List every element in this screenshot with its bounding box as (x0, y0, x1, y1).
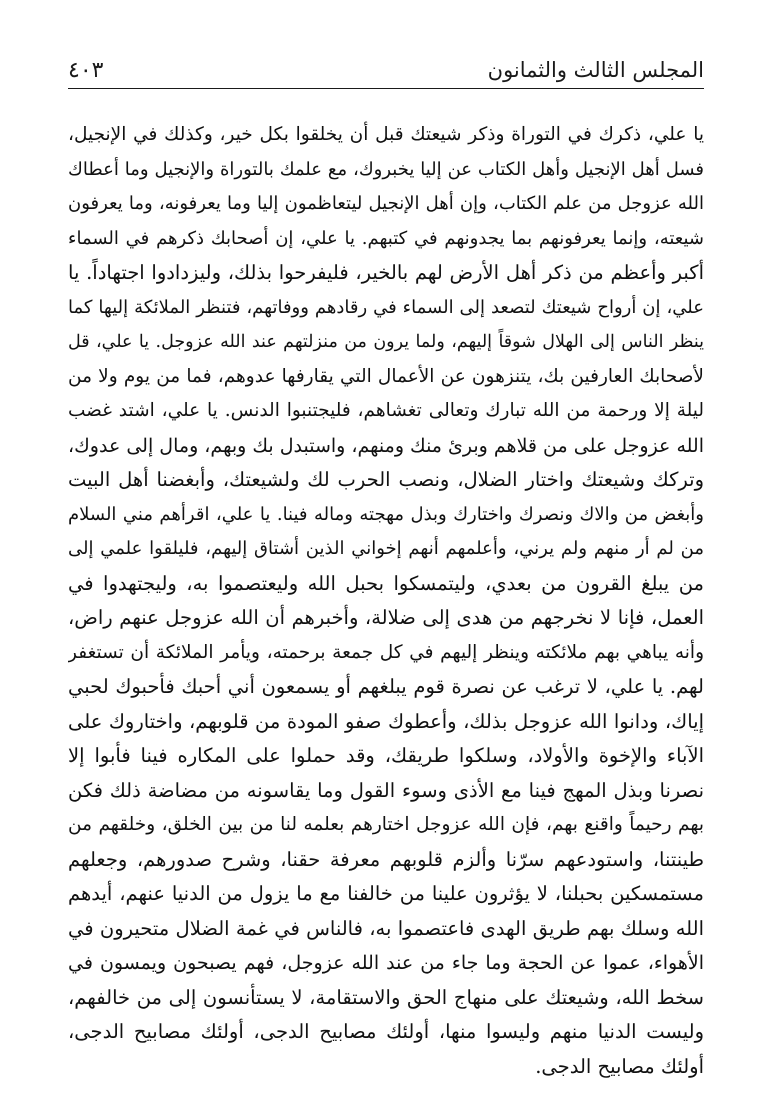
text-line: وتركك وشيعتك واختار الضلال، ونصب الحرب لك ولشيعتك، وأبغضنا أهل البيت (68, 468, 704, 491)
text-line: سخط الله، وشيعتك على منهاج الحق والاستقامة، لا يستأنسون إلى من خالفهم، (68, 985, 704, 1009)
text-line: الله عزوجل من علم الكتاب، وإن أهل الإنجيل ليتعاظمون إليا وما يعرفونه، وما يعرفون (68, 193, 704, 214)
text-line: علي، إن أرواح شيعتك لتصعد إلى السماء في رقادهم ووفاتهم، فتنظر الملائكة إليها كما (68, 296, 704, 318)
header-rule (68, 88, 704, 89)
text-line: إياك، ودانوا الله عزوجل بذلك، وأعطوك صفو المودة من قلوبهم، واختاروك على (68, 709, 704, 733)
text-line: ليلة إلا ورحمة من الله تبارك وتعالى تغشاهم، فليجتنبوا الدنس. يا علي، اشتد غضب (68, 400, 704, 421)
text-line: الآباء والإخوة والأولاد، وسلكوا طريقك، وقد حملوا على المكاره فينا فأبوا إلا (68, 744, 704, 767)
page-header (68, 52, 704, 88)
text-line: ينظر الناس إلى الهلال شوقاً إليهم، ولما يرون من منزلتهم عند الله عزوجل. يا علي، قل (68, 332, 704, 352)
text-line: شيعته، وإنما يعرفونهم بما يجدونهم في كتبهم. يا علي، إن أصحابك ذكرهم في السماء (68, 227, 704, 249)
text-line: وأنه يباهي بهم ملائكته وينظر إليهم في كل جمعة برحمته، ويأمر الملائكة أن تستغفر (68, 641, 704, 663)
text-line: وأبغض من والاك ونصرك واختارك وبذل مهجته وماله فينا. يا علي، اقرأهم مني السلام (68, 503, 704, 525)
text-line: يا علي، ذكرك في التوراة وذكر شيعتك قبل أن يخلقوا بكل خير، وكذلك في الإنجيل، (68, 124, 704, 145)
text-line: لأصحابك العارفين بك، يتنزهون عن الأعمال التي يقارفها عدوهم، فما من يوم ولا من (68, 365, 704, 387)
text-line: لهم. يا علي، لا ترغب عن نصرة قوم يبلغهم أو يسمعون أني أحبك فأحبوك لحبي (68, 675, 704, 698)
text-line: بهم رحيماً واقنع بهم، فإن الله عزوجل اختارهم بعلمه لنا من بين الخلق، وخلقهم من (68, 814, 704, 835)
text-line: الله عزوجل على من قلاهم وبرئ منك ومنهم، واستبدل بك وبهم، ومال إلى عدوك، (68, 434, 704, 457)
page-number: ٤٠٣ (68, 58, 104, 83)
body-text (68, 118, 704, 1084)
text-line: أكبر وأعظم من ذكر أهل الأرض لهم بالخير، فليفرحوا بذلك، وليزدادوا اجتهاداً. يا (68, 261, 704, 284)
text-line: من لم أر منهم ولم يرني، وأعلمهم أنهم إخواني الذين أشتاق إليهم، فليلقوا علمي إلى (68, 538, 704, 559)
text-line: من يبلغ القرون من بعدي، وليتمسكوا بحبل الله وليعتصموا به، وليجتهدوا في (68, 571, 704, 595)
text-line: مستمسكين بحبلنا، لا يؤثرون علينا من خالفنا مع ما يزول من الدنيا عنهم، أيدهم (68, 882, 704, 905)
text-line: الأهواء، عموا عن الحجة وما جاء من عند الله عزوجل، فهم يصبحون ويمسون في (68, 952, 704, 974)
text-line: طينتنا، واستودعهم سرّنا وألزم قلوبهم معرفة حقنا، وشرح صدورهم، وجعلهم (68, 847, 704, 871)
text-line: نصرنا وبذل المهج فينا مع الأذى وسوء القول وما يقاسونه من مضاضة ذلك فكن (68, 778, 704, 802)
text-line: الله وسلك بهم طريق الهدى فاعتصموا به، فالناس في غمة الضلال متحيرون في (68, 916, 704, 940)
running-title: المجلس الثالث والثمانون (487, 58, 704, 82)
text-line: وليست الدنيا منهم وليسوا منها، أولئك مصابيح الدجى، أولئك مصابيح الدجى، (68, 1020, 704, 1043)
text-line: أولئك مصابيح الدجى. (535, 1054, 704, 1078)
text-line: العمل، فإنا لا نخرجهم من هدى إلى ضلالة، وأخبرهم أن الله عزوجل عنهم راض، (68, 606, 704, 629)
text-line: فسل أهل الإنجيل وأهل الكتاب عن إليا يخبروك، مع علمك بالتوراة والإنجيل وما أعطاك (68, 158, 704, 180)
